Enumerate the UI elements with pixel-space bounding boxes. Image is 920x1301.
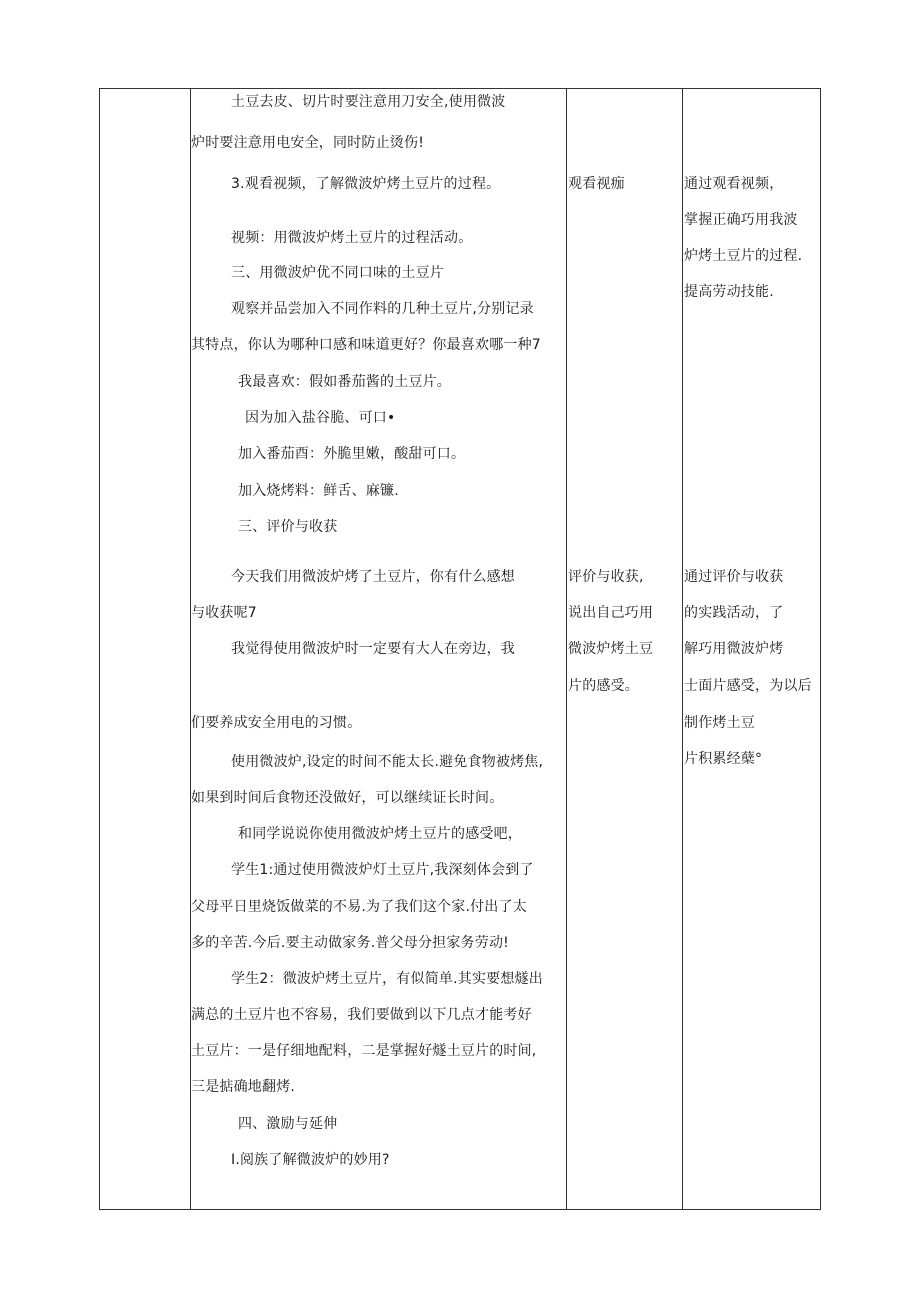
process-line: 因为加入盐谷脆、可口• (245, 410, 396, 426)
process-line: 与收获呢7 (191, 605, 257, 621)
process-line: 土豆去皮、切片时要注意用刀安全,使用微波 (231, 94, 506, 110)
process-line: 满总的土豆片也不容易，我们要做到以下几点才能考好 (191, 1007, 532, 1023)
process-line: 炉时要注意用电安全，同时防止烫伤! (191, 135, 425, 151)
student-activity-line: 片的感受。 (568, 678, 639, 694)
process-line: 三、评价与收获 (238, 519, 338, 535)
design-intent-line: 制作烤土豆 (684, 715, 755, 731)
student-activity-line: 观看视痂 (568, 176, 625, 192)
student-activity-line: 说出自己巧用 (568, 605, 654, 621)
process-line: 三、用微波炉优不同口味的土豆片 (231, 265, 444, 281)
process-line: 我最喜欢：假如番茄酱的土豆片。 (238, 374, 451, 390)
student-activity-line: 评价与收获, (568, 569, 644, 585)
design-intent-line: 掌握正确巧用我波 (684, 212, 798, 228)
design-intent-line: 提高劳动技能. (684, 284, 774, 300)
process-line: 加入番茄酉：外脆里嫩，酸甜可口。 (238, 446, 466, 462)
column-divider-2 (566, 89, 567, 1209)
process-line: 其特点，你认为哪种口感和味道更好？你最喜欢哪一种7 (191, 337, 541, 353)
process-line: 今天我们用微波炉烤了土豆片，你有什么感想 (231, 569, 515, 585)
design-intent-line: 炉烤土豆片的过程. (684, 248, 803, 264)
process-line: 我觉得使用微波炉时一定要有大人在旁边，我 (231, 641, 515, 657)
process-line: 3.观看视频，了解微波炉烤土豆片的过程。 (231, 176, 501, 192)
design-intent-line: 解巧用微波炉烤 (684, 641, 784, 657)
process-line: I.阅族了解微波炉的妙用? (231, 1152, 390, 1168)
process-line: 们要养成安全用电的习惯。 (191, 715, 362, 731)
process-line: 使用微波炉,设定的时间不能太长.避免食物被烤焦, (231, 754, 544, 770)
process-line: 观察并品尝加入不同作料的几种土豆片,分别记录 (231, 301, 534, 317)
process-line: 四、激励与延伸 (238, 1116, 338, 1132)
design-intent-line: 士面片感受，为以后 (684, 678, 812, 694)
student-activity-line: 微波炉烤土豆 (568, 641, 654, 657)
design-intent-line: 的实践活动，了 (684, 605, 784, 621)
design-intent-line: 通过评价与收获 (684, 569, 784, 585)
column-divider-3 (682, 89, 683, 1209)
process-line: 父母平日里烧饭做菜的不易.为了我们这个家.付出了太 (191, 899, 527, 915)
process-line: 学生2：微波炉烤土豆片，有似简单.其实要想燧出 (231, 971, 543, 987)
process-line: 和同学说说你使用微波炉烤土豆片的感受吧， (238, 826, 522, 842)
design-intent-line: 片积累经蘖° (684, 751, 763, 767)
process-line: 加入烧烤料：鲜舌、麻镰. (238, 483, 399, 499)
design-intent-line: 通过观看视频， (684, 176, 784, 192)
process-line: 三是掂确地翻烤. (191, 1079, 296, 1095)
process-line: 视频：用微波炉烤土豆片的过程活动。 (231, 230, 473, 246)
process-line: 土豆片：一是仔细地配料，二是掌握好燧土豆片的时间, (191, 1043, 537, 1059)
process-line: 如果到时间后食物还没做好，可以继续证长时间。 (191, 790, 504, 806)
process-line: 多的辛苦.今后.要主动做家务.普父母分担家务劳动! (191, 935, 509, 951)
process-line: 学生1:通过使用微波炉灯土豆片,我深刻体会到了 (231, 862, 534, 878)
